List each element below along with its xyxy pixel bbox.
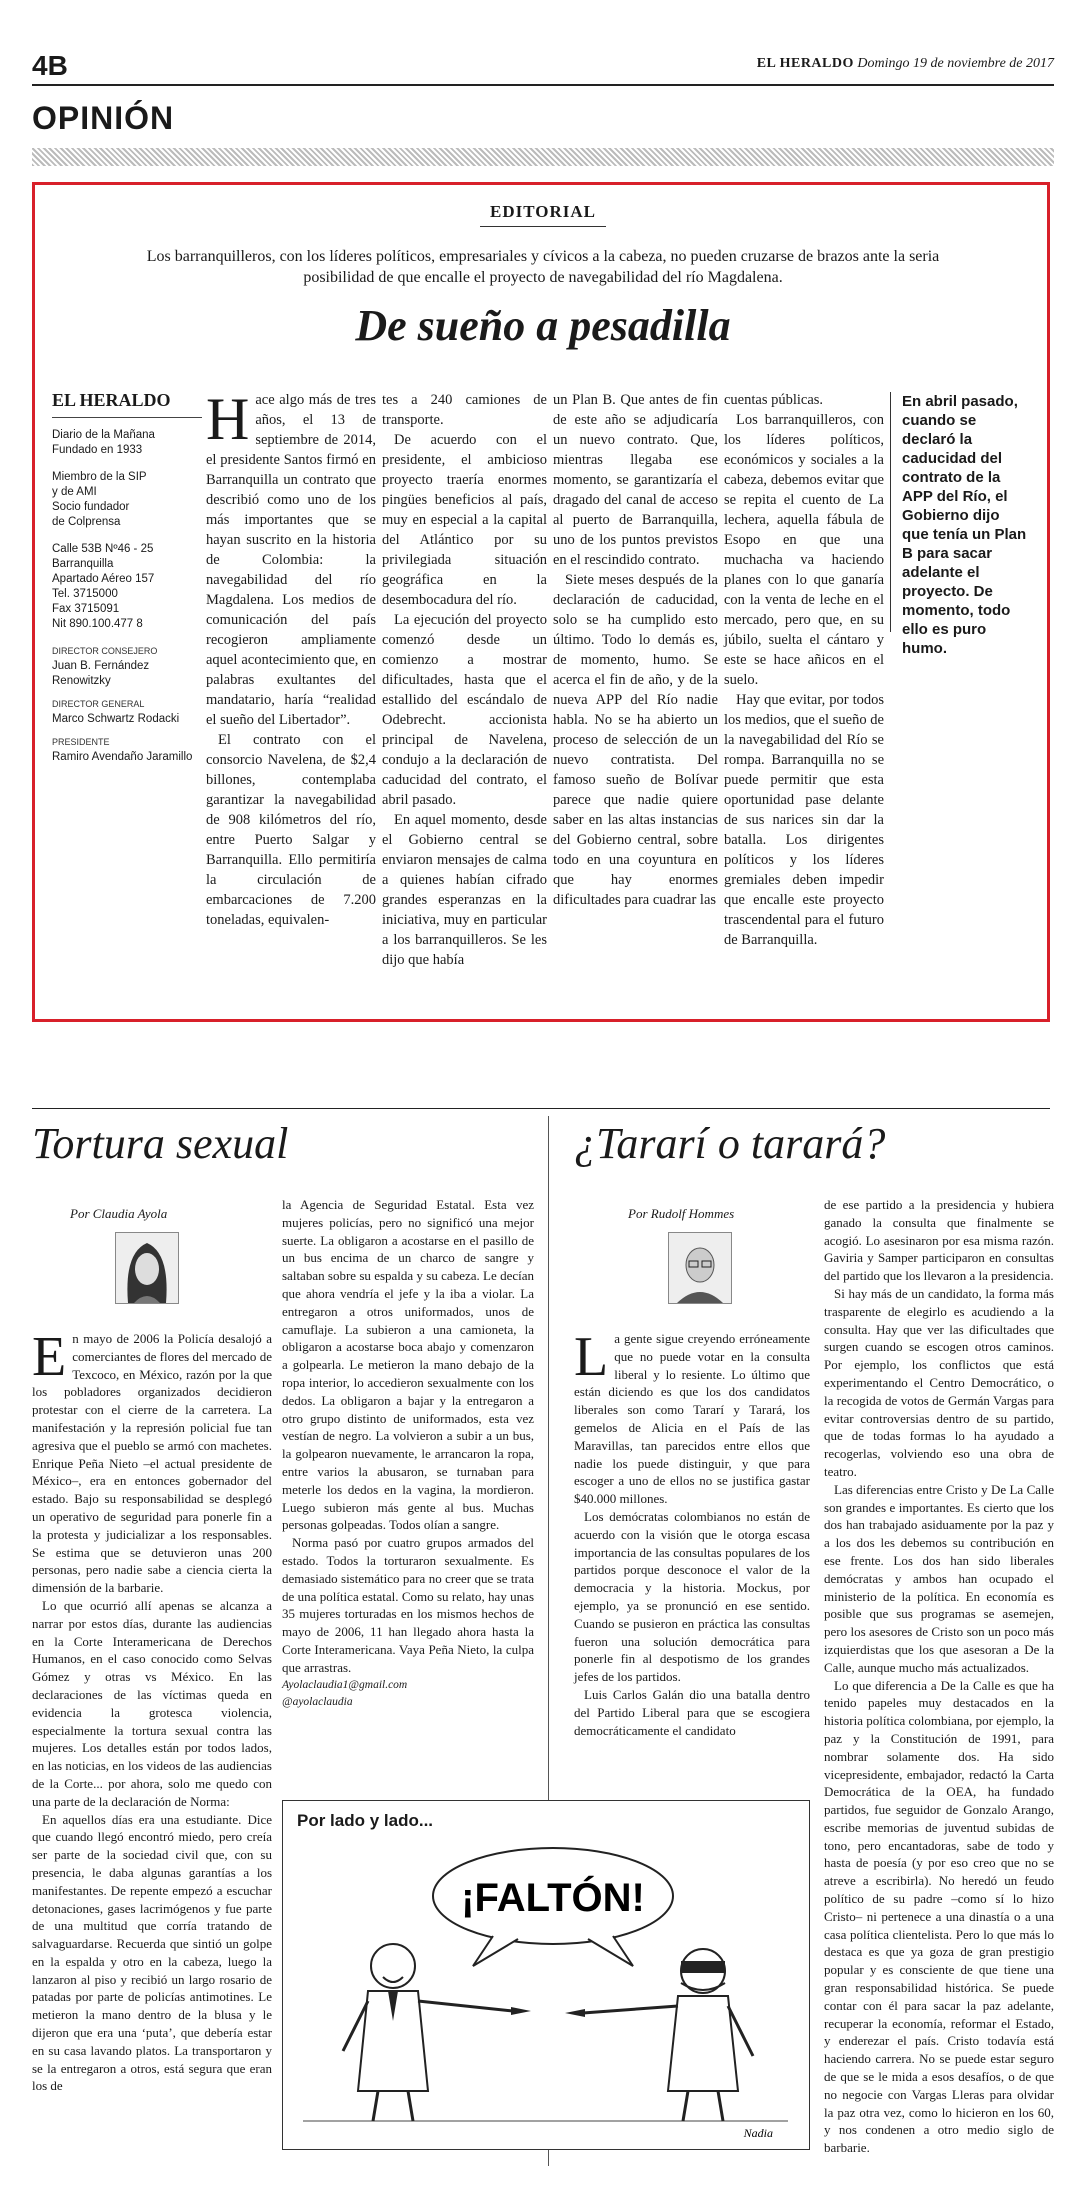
article-right-col-b xyxy=(824,1196,1054,2157)
article-paragraph: Norma pasó por cuatro grupos armados del estado. Todos la torturaron sexualmente. Es demasiado sistemático para no creer que se trata de una política estatal. Como su relato, hay unas 35 mujeres torturadas en los mismos hechos de mayo de 2006, 11 han llegado ahora hasta la Corte Interamericana. Vaya Peña Nieto, la culpa que arrastras. xyxy=(282,1535,534,1675)
editorial-column-3 xyxy=(553,390,718,910)
editorial-label: EDITORIAL xyxy=(490,202,596,221)
dropcap: L xyxy=(574,1326,609,1388)
masthead-logo: EL HERALDO xyxy=(52,390,202,418)
paper-name: EL HERALDO xyxy=(756,56,854,71)
staff-name: Ramiro Avendaño Jaramillo xyxy=(52,751,193,763)
role-label: DIRECTOR GENERAL xyxy=(52,699,145,709)
article-paragraph: de ese partido a la presidencia y hubiera ganado la consulta que finalmente se acogió. Lo asesinaron por esa misma razón. Gaviria y Samper participaron en consultas del partido que los llevaron a la presidencia. xyxy=(824,1197,1054,1284)
masthead-info: Diario de la Mañana Fundado en 1933 xyxy=(52,429,155,456)
masthead-address: Calle 53B Nº46 - 25 Barranquilla Apartado Aéreo 157 Tel. 3715000 Fax 3715091 Nit 890.100.477 8 xyxy=(52,543,155,630)
masthead-box xyxy=(52,390,202,773)
opinion-top-rule xyxy=(32,1108,1050,1109)
hatched-divider xyxy=(32,148,1054,166)
editorial-paragraph: Hace algo más de tres años, el 13 de septiembre de 2014, el presidente Santos firmó en Barranquilla un contrato que describió como uno de los más importantes que se hayan suscrito en la historia de Colombia: la navegabilidad del río Magdalena. Los medios de comunicación del país recogieron ampliamente aquel acontecimiento que, en palabras exultantes del mandatario, haría “realidad el sueño del Libertador”. xyxy=(206,386,376,728)
staff-name: Juan B. Fernández Renowitzky xyxy=(52,660,150,687)
article-paragraph: En aquellos días era una estudiante. Dice que cuando llegó encontró miedo, pero creía ser parte de la sociedad civil que, con su presencia, le daba algunas garantías a los manifestantes. De repente empezó a escuchar detonaciones, gases lacrimógenos y fue parte de una multitud que corría tratando de salvaguardarse. Recuerda que sintió un golpe en la espalda y otro en la cabeza, luego la lanzaron al piso y recibió un largo rosario de patadas por parte de policías antimotines. Le metieron la mano dentro de la blusa y le dijeron que era una ‘puta’, que debería estar en su casa lavando platos. La transportaron y se la entregaron a otros, está segura que eran los de xyxy=(32,1811,272,2094)
editorial-paragraph: Hay que evitar, por todos los medios, que el sueño de la navegabilidad del Río se rompa. Barranquilla no se puede permitir que esta oportunidad pase delante de sus narices sin dar la batalla. Los dirigentes políticos y los líderes gremiales deben impedir que encalle este proyecto trascendental para el futuro de Barranquilla. xyxy=(724,692,884,948)
staff-name: Marco Schwartz Rodacki xyxy=(52,713,180,725)
editorial-paragraph: De acuerdo con el presidente, el ambicioso proyecto traería enormes pingües beneficios al país, muy en especial a la capital del Atlántico por su privilegiada situación geográfica en la desembocadura del río. xyxy=(382,432,547,608)
author-photo-icon xyxy=(116,1233,178,1303)
cartoon-illustration xyxy=(283,1801,808,2148)
pull-quote-rule xyxy=(890,392,891,632)
article-paragraph: La gente sigue creyendo erróneamente que no puede votar en la consulta liberal y lo resiente. Lo último que están diciendo es que los dos candidatos liberales son como Tararí y Tarará, los gemelos de Alicia en el País de las Maravillas, tan parecidos entre ellos que nadie los puede distinguir, y que para escoger a uno de ellos no se justifica gastar $40.000 millones. xyxy=(574,1326,810,1507)
editorial-paragraph: La ejecución del proyecto comenzó desde un comienzo a mostrar dificultades, hasta que el estallido del escándalo de Odebrecht. accionista principal de Navelena, condujo a la declaración de caducidad del contrato, el abril pasado. xyxy=(382,612,547,808)
article-left-col-a xyxy=(32,1326,272,2095)
article-paragraph: Las diferencias entre Cristo y De La Calle son grandes e importantes. Es cierto que los dos han trabajado asiduamente por la paz y a los dos les debemos su contribución en ese frente. Los dos han sido liberales demócratas y ambos han ocupado el ministerio de la política. En economía es posible que sus programas se asemejen, pero los asesores de Cristo son un poco más izquierdistas que los que asesoran a De la Calle, aunque mucho más actualizados. xyxy=(824,1481,1054,1675)
editorial-paragraph: Los barranquilleros, con los líderes políticos, económicos y sociales a la cabeza, debemos evitar que se repita el cuento de La lechera, aquella fábula de Esopo en que una muchacha va haciendo planes con lo que ganaría con la venta de leche en el mercado, pero que, en su júbilo, suelta el cántaro y este se hace añicos en el suelo. xyxy=(724,412,884,688)
cartoon-title: Por lado y lado... xyxy=(297,1811,434,1830)
editorial-paragraph: tes a 240 camiones de transporte. xyxy=(382,392,547,428)
cartoon-signature: Nadia xyxy=(743,2126,773,2140)
editorial-paragraph: cuentas públicas. xyxy=(724,392,824,408)
editorial-title: De sueño a pesadilla xyxy=(355,301,731,350)
section-title: OPINIÓN xyxy=(32,100,175,136)
page-number: 4B xyxy=(32,50,68,81)
editorial-column-2 xyxy=(382,390,547,970)
editorial-paragraph: un Plan B. Que antes de fin de este año se adjudicaría un nuevo contrato. Que, mientras llegaba ese momento, se garantizaría el dragado del canal de acceso al puerto de Barranquilla, uno de los puntos previstos en el rescindido contrato. xyxy=(553,392,718,568)
editorial-column-1 xyxy=(206,386,376,930)
article-paragraph: Lo que diferencia a De la Calle es que ha tenido papeles muy destacados en la historia política colombiana, por ejemplo, la paz y la Constitución de 1991, para nombrar solamente dos. Ha sido vicepresidente, embajador, redactó la Carta Democrática de la OEA, ha fundado partidos, fue seguidor de Gonzalo Arango, escribe memorias de juventud subidas de tono, pero encantadoras, sabe de todo y hasta de poesía (y por eso creo que no se atreve a escribirla). No heredó un feudo político de su padre –como sí lo hizo Cristo– ni pertenece a una dinastía o a una casa política clientelista. Pero lo que más lo destaca es que ya goza de gran prestigio popular y es consciente de que tiene una gran responsabilidad histórica. Se puede contar con él para sacar la paz adelante, recuperar la economía, reformar el Estado, y enderezar el país. Cristo todavía está haciendo carrera. No se puede estar seguro de que se le mida a esos desafíos, o de que no negocie con Vargas Lleras para olvidar la paz otra vez, como lo hicieron en los 60, y nos condenen a otro medio siglo de barbarie. xyxy=(824,1677,1054,2156)
article-left-col-b xyxy=(282,1196,534,1712)
role-label: DIRECTOR CONSEJERO xyxy=(52,646,158,656)
header-rule xyxy=(32,84,1054,86)
dropcap: E xyxy=(32,1326,67,1388)
article-paragraph: Lo que ocurrió allí apenas se alcanza a narrar por estos días, durante las audiencias en la Corte Interamericana de Derechos Humanos, en el caso conocido como Selvas Gómez y otras vs México. En las declaraciones de las víctimas queda en evidencia la grotesca violencia, especialmente la tortura sexual contra las mujeres. Los detalles están por todos lados, en las noticias, en los videos de las audiencias de la Corte... por ahora, solo me quedo con una parte de la declaración de Norma: xyxy=(32,1597,272,1809)
masthead-line xyxy=(757,56,1054,72)
author-email[interactable]: Ayolaclaudia1@gmail.com xyxy=(282,1678,408,1691)
editorial-column-4 xyxy=(724,390,884,950)
editorial-deck: Los barranquilleros, con los líderes políticos, empresariales y cívicos a la cabeza, no pueden cruzarse de brazos ante la seria posibilidad de que encalle el proyecto de navegabilidad del río Magdalena. xyxy=(146,248,940,286)
article-paragraph: Los demócratas colombianos no están de acuerdo con la visión que le otorga escasa importancia de las consultas populares de los partidos porque desconoce el valor de la democracia y la historia. Mockus, por ejemplo, ya se pronunció en ese sentido. Cuando se pusieron en práctica las consultas fueron una solución democrática para ponerle fin al despotismo de los grandes jefes de los partidos. xyxy=(574,1508,810,1685)
editorial-label-rule xyxy=(480,226,606,227)
article-paragraph: En mayo de 2006 la Policía desalojó a comerciantes de flores del mercado de Texcoco, en México, razón por la que los pobladores organizados decidieron protestar con el cierre de la carretera. La manifestación y la represión policial fue tan agresiva que el pueblo se armó con machetes. Enrique Peña Nieto –el actual presidente de México–, era en entonces gobernador del estado. Bajo su responsabilidad se desplegó un operativo de seguridad para ponerle fin a la protesta y judicializar a los responsables. Se estima que se detuvieron unas 200 personas, pero nadie sabe a ciencia cierta la dimensión de la barbarie. xyxy=(32,1326,272,1596)
editorial-paragraph: El contrato con el consorcio Navelena, de $2,4 billones, contemplaba garantizar la navegabilidad de 908 kilómetros del río, entre Puerto Salgar y Barranquilla. Ello permitiría la circulación de embarcaciones de 7.200 toneladas, equivalen- xyxy=(206,732,376,928)
role-label: PRESIDENTE xyxy=(52,737,110,747)
byline-right: Por Rudolf Hommes xyxy=(628,1206,735,1221)
cartoon-box xyxy=(282,1800,810,2150)
author-twitter[interactable]: @ayolaclaudia xyxy=(282,1696,353,1709)
article-paragraph: Luis Carlos Galán dio una batalla dentro del Partido Liberal para que se escogiera democráticamente el candidato xyxy=(574,1686,810,1738)
byline-left: Por Claudia Ayola xyxy=(70,1206,168,1221)
editorial-paragraph: En aquel momento, desde el Gobierno central se enviaron mensajes de calma a quienes habían cifrado grandes esperanzas en la iniciativa, muy en particular a los barranquilleros. Se les dijo que había xyxy=(382,812,547,968)
author-photo xyxy=(668,1232,732,1304)
editorial-paragraph: Siete meses después de la declaración de caducidad, solo se ha cumplido esto último. Todo lo demás es, de momento, humo. Se acerca el fin de año, y de la nueva APP del Río nadie habla. No se ha abierto un proceso de selección de un nuevo contratista. Del famoso sueño de Bolívar parece que nadie quiere saber en las altas instancias del Gobierno central, sobre todo en una coyuntura en que hay enormes dificultades para cuadrar las xyxy=(553,572,718,908)
publication-date: Domingo 19 de noviembre de 2017 xyxy=(857,56,1054,71)
cartoon-speech: ¡FALTÓN! xyxy=(461,1876,645,1920)
op-title-right: ¿Tararí o tarará? xyxy=(574,1119,886,1168)
pull-quote: En abril pasado, cuando se declaró la caducidad del contrato de la APP del Río, el Gobierno dijo que tenía un Plan B para sacar adelante el proyecto. De momento, todo ello es puro humo. xyxy=(902,393,1027,657)
masthead-membership: Miembro de la SIP y de AMI Socio fundador de Colprensa xyxy=(52,471,147,528)
dropcap: H xyxy=(206,386,250,452)
op-title-left: Tortura sexual xyxy=(32,1119,289,1168)
article-paragraph: Si hay más de un candidato, la forma más trasparente de elegirlo es acudiendo a la consulta. Hay que ver las dificultades que surgen cuando se escogen otros caminos. Por ejemplo, los conflictos que está experimentando el Centro Democrático, o la recogida de votos de Germán Vargas para evitar controversias dentro de su partido, que de todas formas lo ha ayudado a recogerlas, volviendo eso una obra de teatro. xyxy=(824,1285,1054,1479)
article-paragraph: la Agencia de Seguridad Estatal. Esta vez mujeres policías, pero no significó una mejor suerte. La obligaron a acostarse en el pasillo de un bus encima de un charco de sangre y saltaban sobre su espalda y su cabeza. Le decían que ahora vendría el jefe y la iba a violar. La entregaron a otros uniformados, unos de camuflaje. La subieron a una camioneta, la obligaron a acostarse boca abajo y comenzaron a golpearla. Le metieron la mano debajo de la ropa interior, lo accedieron sexualmente con los dedos. La obligaron a bajar y la entregaron a otro grupo distinto de uniformados, esta vez vestían de negro. La volvieron a subir a un bus, la golpearon nuevamente, le arrancaron la ropa, entre varios la abusaron, se turnaban para meterle los dedos en la vagina, la mordieron. Luego subieron más gente al bus. Muchas personas golpeadas. Todos olían a sangre. xyxy=(282,1197,534,1533)
article-right-col-a xyxy=(574,1326,810,1739)
author-photo xyxy=(115,1232,179,1304)
author-photo-icon xyxy=(669,1233,731,1303)
